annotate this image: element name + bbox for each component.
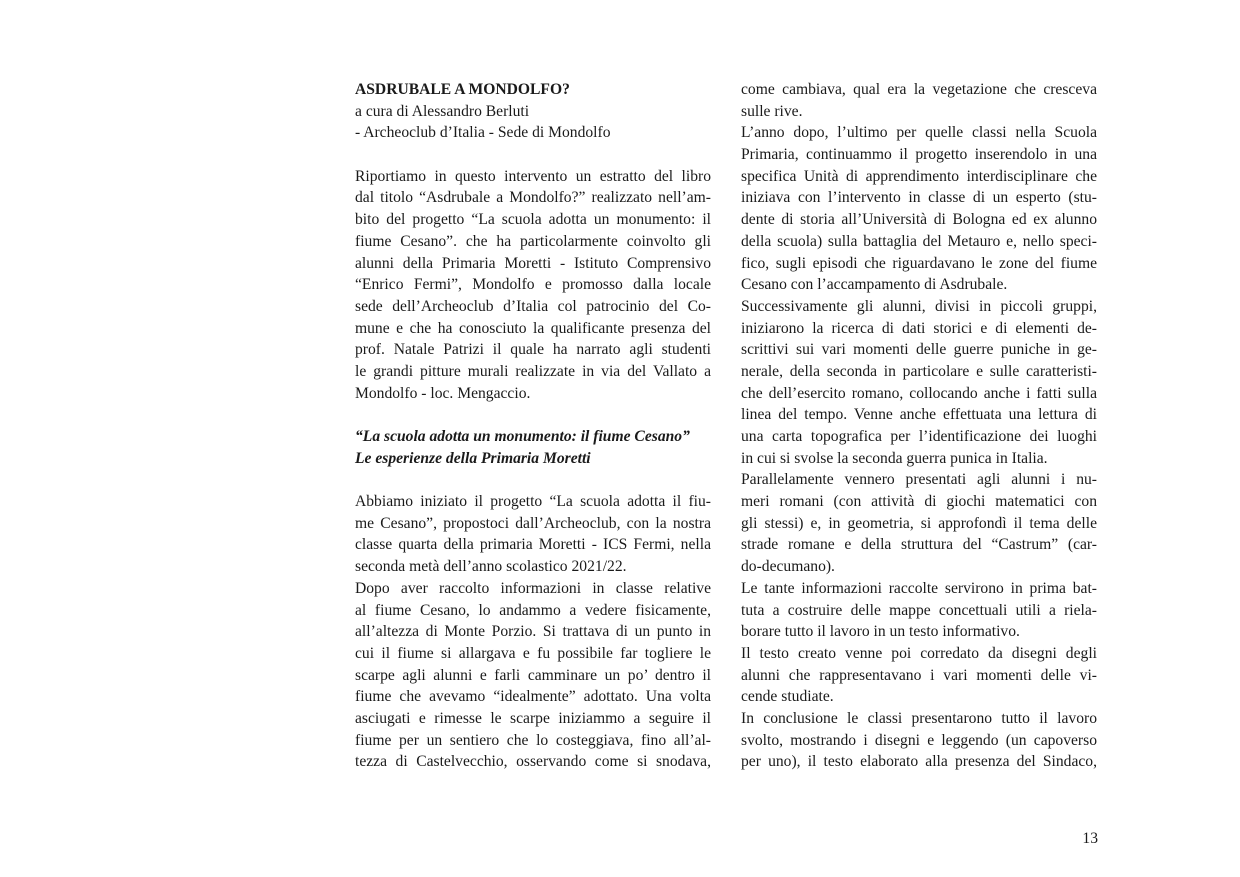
text-line: Mondolfo - loc. Mengaccio. [355,384,531,402]
text-line: do-decumano). [741,558,835,576]
body-text-right [741,79,1097,773]
text-line: fico, sugli episodi che riguardavano le zone del fiume [741,254,1097,272]
text-line: in cui si svolse la seconda guerra punica in Italia. [741,449,1048,467]
spacer [355,144,711,166]
section-heading-line: “La scuola adotta un monumento: il fiume Cesano” [355,428,690,445]
text-line: linea del tempo. Venne anche effettuata una lettura di [741,406,1097,424]
text-line: borare tutto il lavoro in un testo informativo. [741,623,1020,641]
right-column [741,79,1097,773]
article-affiliation: - Archeoclub d’Italia - Sede di Mondolfo [355,124,611,142]
article-title: ASDRUBALE A MONDOLFO? [355,81,570,98]
text-line: fiume che avevamo “idealmente” adottato. Una volta [355,688,711,706]
text-line: iniziarono la ricerca di dati storici e di elementi de- [741,319,1097,337]
text-line: sulle rive. [741,102,803,120]
text-line: Primaria, continuammo il progetto inserendolo in una [741,146,1097,164]
text-line: dente di storia all’Università di Bologna ed ex alunno [741,211,1097,229]
intro-paragraph [355,166,711,405]
text-line: alunni della Primaria Moretti - Istituto Comprensivo [355,254,711,272]
page-number: 13 [1082,830,1098,847]
text-line: all’altezza di Monte Porzio. Si trattava di un punto in [355,623,711,641]
text-line: bito del progetto “La scuola adotta un monumento: il [355,211,711,229]
text-line: le grandi pitture murali realizzate in via del Vallato a [355,362,711,380]
text-line: In conclusione le classi presentarono tutto il lavoro [741,709,1097,727]
text-line: sede dell’Archeoclub d’Italia col patrocinio del Co- [355,297,711,315]
text-line: Dopo aver raccolto informazioni in classe relative [355,579,711,597]
text-line: nerale, della seconda in particolare e sulle caratteristi- [741,362,1097,380]
text-line: mune e che ha conosciuto la qualificante presenza del [355,319,711,337]
text-line: L’anno dopo, l’ultimo per quelle classi nella Scuola [741,124,1097,142]
text-line: per uno), il testo elaborato alla presenza del Sindaco, [741,753,1097,771]
text-line: me Cesano”, propostoci dall’Archeoclub, con la nostra [355,514,711,532]
article-author: a cura di Alessandro Berluti [355,102,530,120]
text-line: Successivamente gli alunni, divisi in piccoli gruppi, [741,297,1097,315]
text-line: dal titolo “Asdrubale a Mondolfo?” realizzato nell’am- [355,189,711,207]
text-line: Cesano con l’accampamento di Asdrubale. [741,276,1008,294]
text-line: al fiume Cesano, lo andammo a vedere fisicamente, [355,601,711,619]
text-line: “Enrico Fermi”, Mondolfo e promosso dalla locale [355,276,711,294]
text-line: scrittivi sui vari momenti delle guerre puniche in ge- [741,341,1097,359]
text-line: iniziava con l’intervento in classe di un esperto (stu- [741,189,1097,207]
text-line: meri romani (con attività di giochi matematici con [741,493,1097,511]
spacer [355,469,711,491]
spacer [355,404,711,426]
text-line: tuta a costruire delle mappe concettuali utili a riela- [741,601,1097,619]
text-line: Parallelamente vennero presentati agli alunni i nu- [741,471,1097,489]
text-line: prof. Natale Patrizi il quale ha narrato agli studenti [355,341,711,359]
text-line: gli stessi) e, in geometria, si approfondì il tema delle [741,514,1097,532]
left-column [355,79,711,773]
text-line: alunni che rappresentavano i vari momenti delle vi- [741,666,1097,684]
text-line: fiume Cesano”. che ha particolarmente coinvolto gli [355,232,711,250]
text-line: classe quarta della primaria Moretti - ICS Fermi, nella [355,536,711,554]
text-line: asciugati e rimesse le scarpe iniziammo a seguire il [355,709,711,727]
text-line: Abbiamo iniziato il progetto “La scuola adotta il fiu- [355,493,711,511]
section-heading-line: Le esperienze della Primaria Moretti [355,449,591,467]
text-line: cui il fiume si allargava e fu possibile far togliere le [355,644,711,662]
text-line: una carta topografica per l’identificazione dei luoghi [741,428,1097,445]
text-line: Le tante informazioni raccolte servirono in prima bat- [741,579,1097,597]
text-line: svolto, mostrando i disegni e leggendo (un capoverso [741,731,1097,749]
text-line: Riportiamo in questo intervento un estratto del libro [355,167,711,185]
text-line: cende studiate. [741,688,834,706]
text-line: seconda metà dell’anno scolastico 2021/22. [355,558,627,576]
text-line: strade romane e della struttura del “Castrum” (car- [741,536,1097,554]
text-line: specifica Unità di apprendimento interdisciplinare che [741,167,1097,185]
section-heading [355,426,711,469]
text-line: che dell’esercito romano, collocando anche i fatti sulla [741,384,1097,402]
text-line: come cambiava, qual era la vegetazione che cresceva [741,81,1097,98]
text-line: Il testo creato venne poi corredato da disegni degli [741,644,1097,662]
text-line: della scuola) sulla battaglia del Metauro e, nello speci- [741,232,1097,250]
text-line: fiume per un sentiero che lo costeggiava, fino all’al- [355,731,711,749]
body-text-left [355,491,711,773]
text-line: scarpe agli alunni e farli camminare un po’ dentro il [355,666,711,684]
text-line: tezza di Castelvecchio, osservando come si snodava, [355,753,711,771]
